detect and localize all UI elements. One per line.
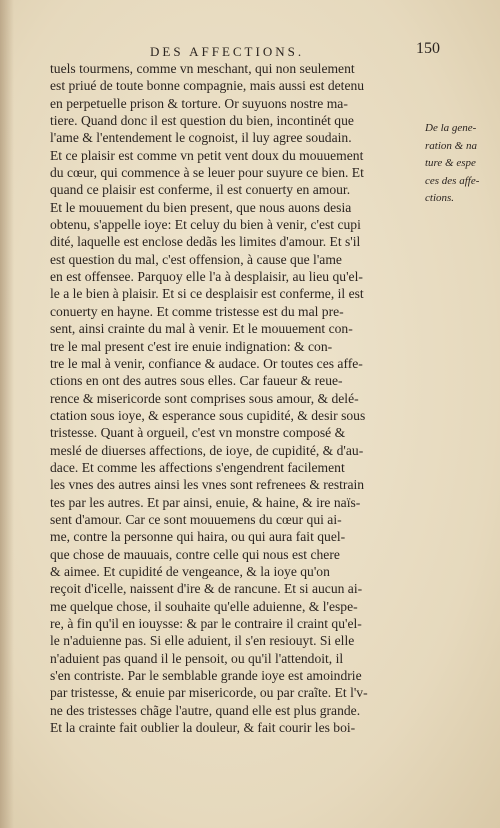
text-line: reçoit d'icelle, naissent d'ire & de rancune. Et si aucun ai-	[50, 581, 363, 597]
marginal-note-line: ces des affe-	[425, 174, 480, 187]
text-line: ctions en ont des autres sous elles. Car faueur & reue-	[50, 373, 343, 389]
text-line: en perpetuelle prison & torture. Or suyuons nostre ma-	[50, 95, 348, 111]
text-line: Et le mouuement du bien present, que nous auons desia	[50, 199, 352, 215]
text-line: est question du mal, c'est offension, à cause que l'ame	[50, 251, 342, 267]
marginal-note-line: De la gene-	[425, 122, 477, 134]
text-line: le a le bien à plaisir. Et si ce desplaisir est conferme, il est	[50, 286, 364, 302]
text-line: obtenu, s'appelle ioye: Et celuy du bien à venir, c'est cupi	[50, 217, 361, 233]
text-line: dace. Et comme les affections s'engendrent facilement	[50, 459, 345, 475]
marginal-note-line: ration & na	[425, 139, 477, 152]
text-line: dité, laquelle est enclose dedãs les limites d'amour. Et s'il	[50, 234, 361, 250]
text-line: s'en contriste. Par le semblable grande ioye est amoindrie	[50, 668, 362, 684]
text-line: du cœur, qui commence à se leuer pour suyure ce bien. Et	[50, 165, 364, 181]
text-line: & aimee. Et cupidité de vengeance, & la ioye qu'on	[50, 563, 330, 579]
text-line: conuerty en hayne. Et comme tristesse est du mal pre-	[50, 303, 344, 319]
marginal-note	[425, 120, 497, 208]
text-line: tiere. Quand donc il est question du bien, incontinét que	[50, 113, 354, 129]
text-line: tre le mal present c'est ire enuie indignation: & con-	[50, 338, 333, 354]
text-line: rence & misericorde sont comprises sous amour, & delé-	[50, 390, 359, 406]
text-line: en est offensee. Parquoy elle l'a à desplaisir, au lieu qu'el-	[50, 269, 363, 285]
page-number: 150	[416, 40, 440, 57]
text-line: le n'aduienne pas. Si elle aduient, il s'en resiouyt. Si elle	[50, 633, 355, 649]
text-line: meslé de diuerses affections, de ioye, de cupidité, & d'au-	[50, 442, 364, 458]
text-line: sent, ainsi crainte du mal à venir. Et le mouuement con-	[50, 321, 353, 337]
text-line: l'ame & l'entendement le cognoist, il luy agree soudain.	[50, 130, 352, 146]
text-line: quand ce plaisir est conferme, il est conuerty en amour.	[50, 182, 351, 198]
text-line: par tristesse, & enuie par misericorde, ou par craĩte. Et l'v-	[50, 685, 368, 701]
body-text	[50, 60, 422, 736]
text-line: sent d'amour. Car ce sont mouuemens du cœur qui ai-	[50, 511, 342, 527]
text-line: me quelque chose, il souhaite qu'elle aduienne, & l'espe-	[50, 598, 358, 614]
text-line: Et la crainte fait oublier la douleur, & fait courir les boi-	[50, 720, 356, 736]
text-line: tristesse. Quant à orgueil, c'est vn monstre composé &	[50, 425, 346, 441]
page-gutter-shadow	[0, 0, 14, 828]
text-line: tes par les autres. Et par ainsi, enuie, & haine, & ire naïs-	[50, 494, 361, 510]
marginal-note-line: ctions.	[425, 192, 455, 204]
running-title: DES AFFECTIONS.	[150, 44, 305, 59]
text-line: est priué de toute bonne compagnie, mais aussi est detenu	[50, 78, 365, 94]
text-line: me, contre la personne qui haira, ou qui aura fait quel-	[50, 529, 346, 545]
text-line: ctation sous ioye, & esperance sous cupidité, & desir sous	[50, 407, 366, 423]
text-line: re, à fin qu'il en iouysse: & par le contraire il craint qu'el-	[50, 616, 362, 631]
marginal-note-line: ture & espe	[425, 157, 476, 169]
text-line: les vnes des autres ainsi les vnes sont refrenees & restrain	[50, 477, 365, 493]
text-line: ne des tristesses chãge l'autre, quand elle est plus grande.	[50, 702, 361, 718]
text-line: que chose de mauuais, contre celle qui nous est chere	[50, 546, 340, 562]
text-line: n'aduient pas quand il le pensoit, ou qu'il l'attendoit, il	[50, 650, 344, 666]
text-line: Et ce plaisir est comme vn petit vent doux du mouuement	[50, 147, 364, 163]
text-line: tuels tourmens, comme vn meschant, qui non seulement	[50, 61, 355, 76]
text-line: tre le mal à venir, confiance & audace. Or toutes ces affe-	[50, 355, 363, 371]
